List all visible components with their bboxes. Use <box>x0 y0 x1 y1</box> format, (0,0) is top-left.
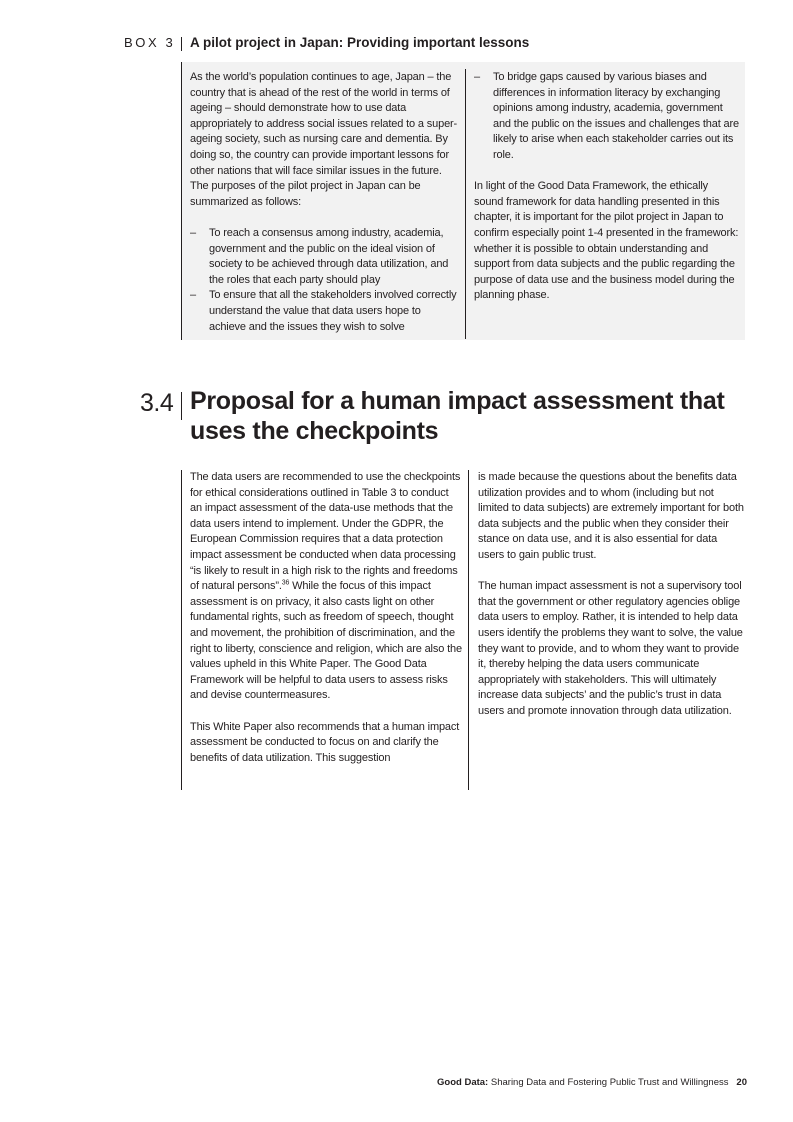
page-footer <box>437 1077 747 1088</box>
dash-bullet: – <box>190 289 196 302</box>
section-column-rule <box>468 470 469 790</box>
section-left-column <box>190 470 462 782</box>
box-label: BOX 3 <box>124 35 176 50</box>
box-left-rule <box>181 62 182 340</box>
box-purpose-list <box>190 226 460 335</box>
section-paragraph-1: The data users are recommended to use the checkpoints for ethical considerations outlined in Table 3 to conduct an impact assessment of the data-use methods that the data users intend to implement. Under the GDPR, the European Commission requires that a data protection impact assessment be conducted when data processing “is likely to result in a high risk to the rights and freedoms of natural persons”.$^{36}$ While the focus of this impact assessment is on privacy, it also casts light on other fundamental rights, such as freedom of speech, thought and movement, the prohibition of discrimination, and the right to liberty, conscience and religion, which are also the values upheld in this White Paper. The Good Data Framework will be helpful to data users to assess risks and devise countermeasures. <box>190 471 462 702</box>
box-header-divider <box>181 37 182 51</box>
page-number: 20 <box>736 1077 747 1088</box>
box-left-column <box>190 70 460 335</box>
box-column-rule <box>465 69 466 339</box>
section-left-rule <box>181 470 182 790</box>
section-right-column <box>478 470 746 735</box>
section-paragraph-3: is made because the questions about the benefits data utilization provides and to whom (including but not limited to data subjects) are extremely important for both data subjects and the public when they consider their stance on data use, and it is also essential for data users to gain public trust. <box>478 471 744 561</box>
section-paragraph-4: The human impact assessment is not a supervisory tool that the government or other regulatory agencies oblige data users to employ. Rather, it is intended to help data users identify the problems they want to solve, the value they want to provide, and to whom they want to provide it, thereby helping the data users communicate appropriately with stakeholders. This will ultimately increase data subjects’ and the public’s trust in data users and promote innovation through data utilization. <box>478 580 743 717</box>
box-intro-paragraph: As the world’s population continues to age, Japan – the country that is ahead of the rest of the world in terms of ageing – should demonstrate how to use data appropriately to address social issues related to a super-ageing society, such as nursing care and dementia. By doing so, the country can provide important lessons for other nations that will face similar issues in the future. The purposes of the pilot project in Japan can be summarized as follows: <box>190 71 458 208</box>
section-number-divider <box>181 392 182 420</box>
dash-bullet: – <box>474 71 480 83</box>
box-framework-paragraph: In light of the Good Data Framework, the ethically sound framework for data handling presented in this chapter, it is important for the pilot project in Japan to confirm especially point 1-4 presented in the framework: whether it is possible to obtain understanding and support from data subjects and the public regarding the purpose of data use and the business model during the planning phase. <box>474 180 739 302</box>
footer-title-bold: Good Data: <box>437 1077 489 1088</box>
list-item: – To bridge gaps caused by various biases and differences in information literacy by exchanging opinions among industry, academia, government and the public on the issues and challenges that are likely to arise when each stakeholder carries out its role. <box>474 71 739 161</box>
section-paragraph-2: This White Paper also recommends that a human impact assessment be conducted to focus on and clarify the benefits of data utilization. This suggestion <box>190 720 460 764</box>
list-item: – To ensure that all the stakeholders involved correctly understand the value that data users hope to achieve and the issues they wish to solve <box>190 289 457 333</box>
footer-title: Sharing Data and Fostering Public Trust and Willingness <box>488 1077 729 1088</box>
section-number: 3.4 <box>140 389 174 417</box>
box-right-column <box>474 70 740 320</box>
box-purpose-list-continued <box>474 70 740 164</box>
section-title: Proposal for a human impact assessment that uses the checkpoints <box>190 387 725 445</box>
list-item: – To reach a consensus among industry, academia, government and the public on the ideal vision of society to be achieved through data utilization, and the roles that each party should play <box>190 226 449 286</box>
dash-bullet: – <box>190 226 196 239</box>
box-title: A pilot project in Japan: Providing important lessons <box>190 35 530 50</box>
footnote-marker[interactable]: 36 <box>281 579 290 587</box>
